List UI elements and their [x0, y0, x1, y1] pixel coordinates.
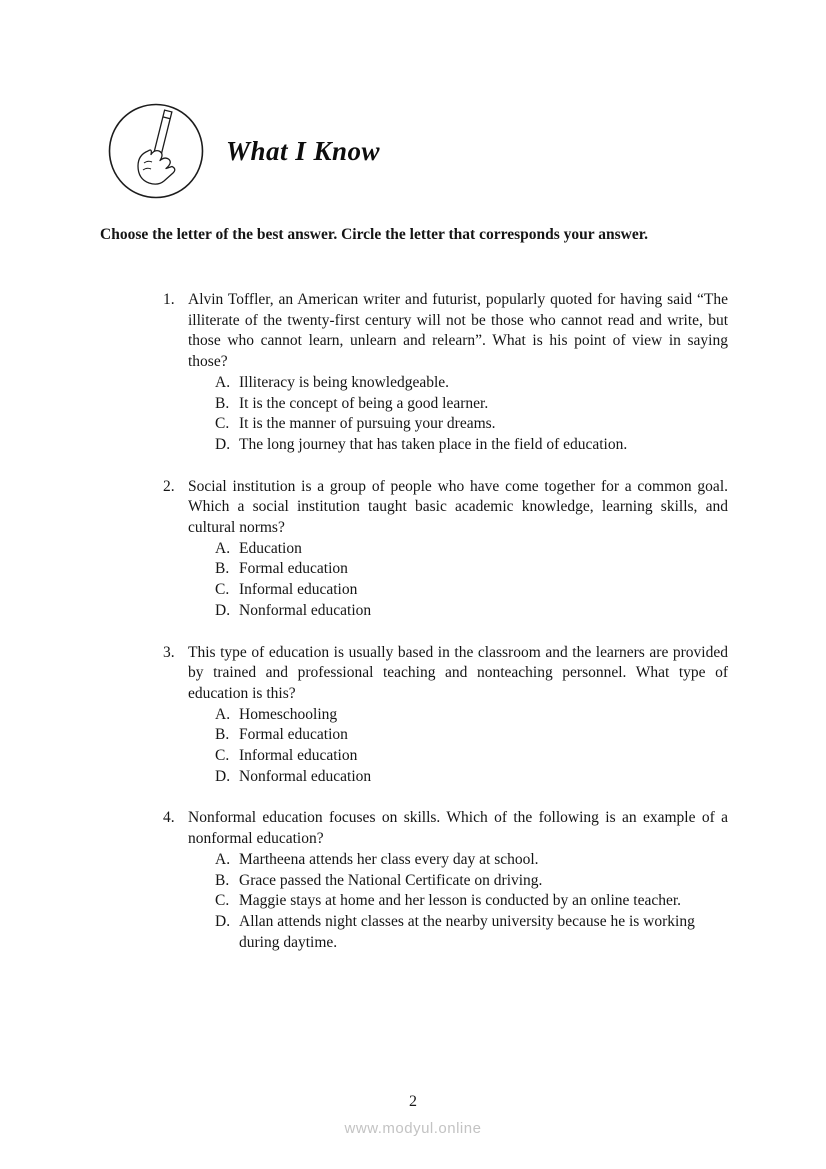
- option-text: Martheena attends her class every day at school.: [239, 850, 539, 868]
- question-item: [163, 808, 728, 953]
- option-letter: A.: [215, 539, 231, 557]
- option-letter: C.: [215, 892, 230, 910]
- option-list: [188, 539, 728, 622]
- option-row: [188, 435, 728, 456]
- option-letter: B.: [215, 394, 230, 412]
- option-text: Nonformal education: [239, 601, 372, 619]
- question-item: [163, 290, 728, 456]
- question-body: [188, 643, 728, 788]
- option-text: The long journey that has taken place in the field of education.: [239, 435, 628, 453]
- option-row: [188, 373, 728, 394]
- option-row: [188, 414, 728, 435]
- page-number: 2: [409, 1093, 417, 1110]
- section-header: [108, 103, 380, 199]
- option-text: Formal education: [239, 560, 348, 578]
- option-row: [188, 394, 728, 415]
- option-text: Informal education: [239, 581, 358, 599]
- option-row: [188, 559, 728, 580]
- section-title: What I Know: [226, 135, 381, 166]
- question-number: 2.: [163, 477, 175, 495]
- option-letter: C.: [215, 415, 230, 433]
- option-list: [188, 705, 728, 788]
- option-text: Maggie stays at home and her lesson is conducted by an online teacher.: [239, 892, 682, 910]
- option-row: [188, 725, 728, 746]
- option-letter: C.: [215, 747, 230, 765]
- option-text: Illiteracy is being knowledgeable.: [239, 373, 450, 391]
- option-letter: D.: [215, 767, 231, 785]
- option-row: [188, 767, 728, 788]
- option-letter: B.: [215, 726, 230, 744]
- option-text: Allan attends night classes at the nearby university because he is working during daytime.: [239, 912, 695, 951]
- option-letter: A.: [215, 373, 231, 391]
- option-text: Informal education: [239, 747, 358, 765]
- option-text: Homeschooling: [239, 705, 338, 723]
- question-item: [163, 643, 728, 788]
- option-row: [188, 580, 728, 601]
- option-letter: D.: [215, 435, 231, 453]
- footer-watermark: www.modyul.online: [344, 1120, 482, 1137]
- option-row: [188, 601, 728, 622]
- question-text: Social institution is a group of people who have come together for a common goal. Which a social institution taught basic academic knowledge, learning skills, and cultural norms?: [188, 477, 728, 537]
- option-text: It is the concept of being a good learner.: [239, 394, 489, 412]
- option-text: Grace passed the National Certificate on driving.: [239, 871, 543, 889]
- question-item: [163, 477, 728, 622]
- question-body: [188, 477, 728, 622]
- hand-holding-pencil-icon: [108, 103, 204, 199]
- option-text: It is the manner of pursuing your dreams.: [239, 415, 496, 433]
- question-text: Nonformal education focuses on skills. Which of the following is an example of a nonformal education?: [188, 809, 728, 848]
- question-number: 3.: [163, 643, 175, 661]
- option-row: [188, 746, 728, 767]
- option-text: Formal education: [239, 726, 348, 744]
- option-list: [188, 373, 728, 456]
- option-list: [188, 850, 728, 954]
- option-row: [188, 850, 728, 871]
- option-row: [188, 891, 728, 912]
- question-list: [163, 290, 728, 974]
- option-letter: D.: [215, 601, 231, 619]
- option-letter: C.: [215, 581, 230, 599]
- question-number: 4.: [163, 809, 175, 827]
- option-row: [188, 539, 728, 560]
- question-text: This type of education is usually based in the classroom and the learners are provided by trained and professional teaching and nonteaching personnel. What type of education is this?: [188, 643, 728, 702]
- option-row: [188, 705, 728, 726]
- question-body: [188, 290, 728, 456]
- option-letter: A.: [215, 705, 231, 723]
- option-text: Education: [239, 539, 302, 557]
- option-letter: D.: [215, 912, 231, 930]
- option-text: Nonformal education: [239, 767, 372, 785]
- question-body: [188, 808, 728, 953]
- option-letter: B.: [215, 871, 230, 889]
- option-letter: B.: [215, 560, 230, 578]
- option-row: [188, 871, 728, 892]
- option-letter: A.: [215, 850, 231, 868]
- option-row: [188, 912, 728, 953]
- question-text: Alvin Toffler, an American writer and futurist, popularly quoted for having said “The illiterate of the twenty-first century will not be those who cannot read and write, but those who cannot learn, unlearn and relearn”. What is his point of view in saying those?: [188, 291, 728, 371]
- instruction-text: Choose the letter of the best answer. Circle the letter that corresponds your answer.: [100, 226, 649, 243]
- question-number: 1.: [163, 291, 175, 308]
